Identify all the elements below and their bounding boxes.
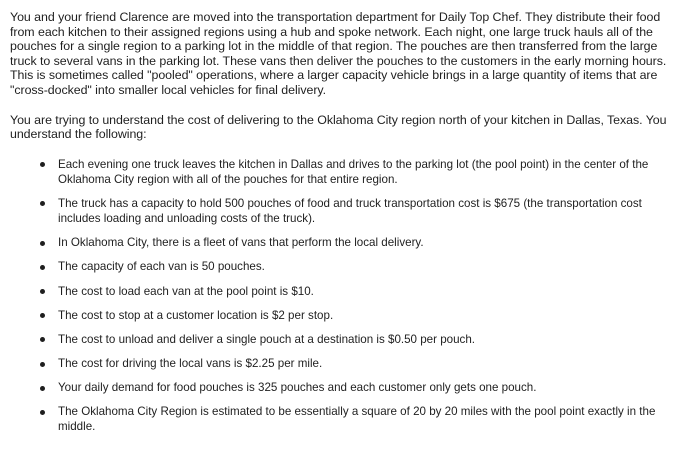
- bullet-icon: [40, 362, 45, 367]
- list-item-text: Each evening one truck leaves the kitchen in Dallas and drives to the parking lot (the pool point) in the center of the Oklahoma City region with all of the pouches for that entire region.: [58, 157, 649, 186]
- facts-list: [10, 157, 668, 435]
- list-item-text: The truck has a capacity to hold 500 pouches of food and truck transportation cost is $675 (the transportation cost includes loading and unloading costs of the truck).: [58, 196, 642, 225]
- bullet-icon: [40, 313, 45, 318]
- bullet-icon: [40, 201, 45, 206]
- list-item: [10, 235, 668, 250]
- list-item-text: The cost to unload and deliver a single pouch at a destination is $0.50 per pouch.: [58, 332, 476, 346]
- list-item: [10, 308, 668, 323]
- list-item: [10, 259, 668, 274]
- bullet-icon: [40, 289, 45, 294]
- list-item-text: The cost to load each van at the pool point is $10.: [58, 284, 314, 298]
- list-item-text: The cost to stop at a customer location is $2 per stop.: [58, 308, 334, 322]
- list-item: [10, 332, 668, 347]
- list-item-text: In Oklahoma City, there is a fleet of vans that perform the local delivery.: [58, 236, 424, 250]
- intro-paragraph: You and your friend Clarence are moved into the transportation department for Daily Top Chef. They distribute their food from each kitchen to their assigned regions using a hub and spoke network. Each night, one large truck hauls all of the pouches for a single region to a parking lot in the middle of that region. The pouches are then transferred from the large truck to several vans in the parking lot. These vans then deliver the pouches to the customers in the early morning hours. This is sometimes called "pooled" operations, where a larger capacity vehicle brings in a large quantity of items that are "cross-docked" into smaller local vehicles for final delivery.: [10, 10, 667, 97]
- list-item: [10, 196, 668, 226]
- bullet-icon: [40, 241, 45, 246]
- list-item: [10, 380, 668, 395]
- list-item-text: The cost for driving the local vans is $2.25 per mile.: [58, 357, 323, 371]
- list-item: [10, 356, 668, 371]
- bullet-icon: [40, 386, 45, 391]
- bullet-icon: [40, 337, 45, 342]
- list-item-text: The capacity of each van is 50 pouches.: [58, 260, 265, 274]
- list-item-text: Your daily demand for food pouches is 325 pouches and each customer only gets one pouch.: [58, 381, 537, 395]
- list-item: [10, 404, 668, 434]
- bullet-icon: [40, 265, 45, 270]
- list-item: [10, 284, 668, 299]
- list-item: [10, 157, 668, 187]
- bullet-icon: [40, 410, 45, 415]
- context-paragraph: You are trying to understand the cost of delivering to the Oklahoma City region north of your kitchen in Dallas, Texas. You understand the following:: [10, 112, 667, 142]
- list-item-text: The Oklahoma City Region is estimated to be essentially a square of 20 by 20 miles with the pool point exactly in the middle.: [58, 405, 656, 434]
- bullet-icon: [40, 162, 45, 167]
